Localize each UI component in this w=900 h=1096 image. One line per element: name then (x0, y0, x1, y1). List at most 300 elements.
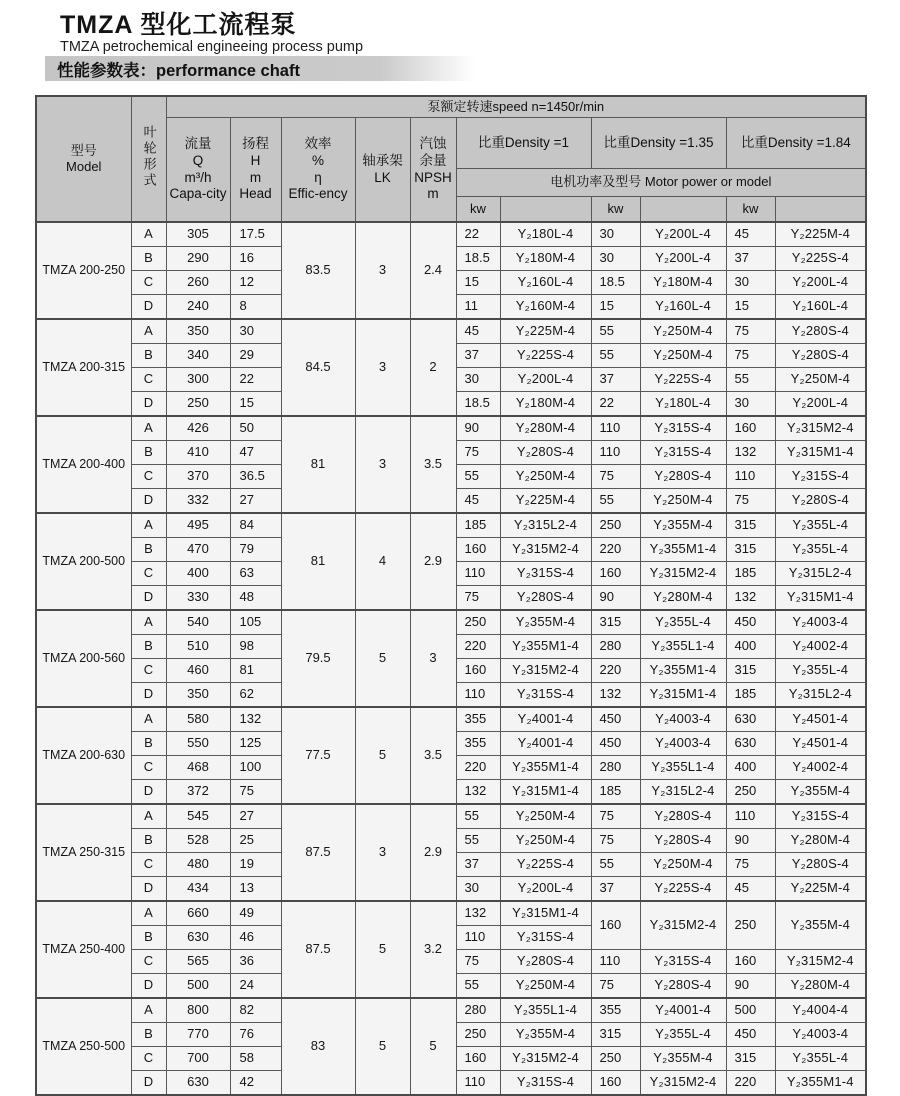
cell-kw-density-1-84: 400 (726, 756, 775, 780)
cell-bearing-lk: 3 (355, 804, 410, 901)
table-row (36, 901, 866, 926)
cell-kw-density-1-35: 160 (591, 1071, 640, 1096)
cell-motor-model-density-1-84: Y₂355L-4 (775, 538, 866, 562)
cell-capacity: 300 (166, 368, 230, 392)
cell-motor-model-density-1: Y₂180M-4 (500, 247, 591, 271)
cell-motor-model-density-1-84: Y₂4003-4 (775, 1023, 866, 1047)
cell-kw-density-1: 160 (456, 659, 500, 683)
cell-capacity: 700 (166, 1047, 230, 1071)
cell-impeller-form: C (131, 659, 166, 683)
cell-motor-model-density-1-35: Y₂280S-4 (640, 829, 726, 853)
cell-efficiency: 87.5 (281, 901, 355, 998)
cell-motor-model-density-1: Y₂315S-4 (500, 1071, 591, 1096)
cell-motor-model-density-1: Y₂4001-4 (500, 707, 591, 732)
npsh-header-symbol: NPSH (414, 169, 452, 185)
cell-kw-density-1: 18.5 (456, 247, 500, 271)
cell-motor-model-density-1-35: Y₂355M1-4 (640, 659, 726, 683)
cell-kw-density-1-84: 90 (726, 974, 775, 999)
cell-motor-model-density-1: Y₂250M-4 (500, 974, 591, 999)
cell-efficiency: 79.5 (281, 610, 355, 707)
cell-motor-model-density-1: Y₂315M1-4 (500, 901, 591, 926)
cell-motor-model-density-1: Y₂315M1-4 (500, 780, 591, 805)
cell-bearing-lk: 3 (355, 319, 410, 416)
cell-capacity: 426 (166, 416, 230, 441)
model-header-cn: 型号 (70, 142, 97, 158)
cell-motor-model-density-1-84: Y₂315M2-4 (775, 950, 866, 974)
cell-kw-density-1: 55 (456, 829, 500, 853)
cell-motor-model-density-1-35: Y₂160L-4 (640, 295, 726, 320)
rated-speed-header: 泵额定转速speed n=1450r/min (166, 96, 866, 118)
cell-head: 30 (230, 319, 281, 344)
cell-kw-density-1: 160 (456, 1047, 500, 1071)
cell-motor-model-density-1-35: Y₂280S-4 (640, 465, 726, 489)
cell-motor-model-density-1: Y₂225M-4 (500, 489, 591, 514)
cell-kw-density-1-84: 160 (726, 950, 775, 974)
cell-capacity: 800 (166, 998, 230, 1023)
cell-capacity: 400 (166, 562, 230, 586)
density-1-header: 比重Density =1 (456, 118, 591, 169)
cell-capacity: 434 (166, 877, 230, 902)
cell-bearing-lk: 5 (355, 998, 410, 1095)
cell-impeller-form: B (131, 1023, 166, 1047)
cell-capacity: 330 (166, 586, 230, 611)
cell-capacity: 260 (166, 271, 230, 295)
cell-impeller-form: C (131, 950, 166, 974)
cell-motor-model-density-1: Y₂225S-4 (500, 344, 591, 368)
cell-kw-density-1-84: 450 (726, 610, 775, 635)
cell-pump-model: TMZA 250-500 (36, 998, 131, 1095)
cell-head: 42 (230, 1071, 281, 1096)
efficiency-column-header (281, 118, 355, 223)
table-header (36, 96, 866, 222)
cell-motor-model-density-1-84: Y₂355L-4 (775, 1047, 866, 1071)
cell-motor-model-density-1-35: Y₂315L2-4 (640, 780, 726, 805)
cell-bearing-lk: 3 (355, 416, 410, 513)
cell-kw-density-1-35: 280 (591, 756, 640, 780)
table-row (36, 707, 866, 732)
cell-impeller-form: C (131, 271, 166, 295)
kw-header-density-1-84: kw (726, 197, 775, 223)
cell-kw-density-1-35: 15 (591, 295, 640, 320)
efficiency-header-percent: % (311, 152, 324, 168)
cell-motor-model-density-1-84: Y₂4002-4 (775, 756, 866, 780)
cell-kw-density-1-84: 450 (726, 1023, 775, 1047)
cell-efficiency: 83 (281, 998, 355, 1095)
cell-impeller-form: C (131, 368, 166, 392)
cell-capacity: 770 (166, 1023, 230, 1047)
cell-kw-density-1-35: 220 (591, 538, 640, 562)
cell-efficiency: 81 (281, 416, 355, 513)
cell-motor-model-density-1-84: Y₂200L-4 (775, 392, 866, 417)
cell-kw-density-1-35: 30 (591, 247, 640, 271)
cell-head: 27 (230, 489, 281, 514)
cell-motor-model-density-1: Y₂355L1-4 (500, 998, 591, 1023)
cell-capacity: 350 (166, 683, 230, 708)
cell-head: 125 (230, 732, 281, 756)
cell-impeller-form: A (131, 416, 166, 441)
cell-motor-model-density-1-35: Y₂4003-4 (640, 732, 726, 756)
cell-pump-model: TMZA 200-500 (36, 513, 131, 610)
model-column-header (36, 96, 131, 222)
head-header-unit: m (249, 169, 262, 185)
cell-capacity: 480 (166, 853, 230, 877)
cell-motor-model-density-1-84: Y₂355M-4 (775, 901, 866, 950)
cell-kw-density-1: 250 (456, 1023, 500, 1047)
cell-head: 22 (230, 368, 281, 392)
cell-head: 19 (230, 853, 281, 877)
cell-motor-model-density-1-35: Y₂355L1-4 (640, 756, 726, 780)
cell-bearing-lk: 4 (355, 513, 410, 610)
page-subtitle: TMZA petrochemical engineeing process pump (60, 39, 364, 55)
cell-motor-model-density-1-84: Y₂315L2-4 (775, 683, 866, 708)
cell-kw-density-1-35: 450 (591, 707, 640, 732)
cell-npsh: 3.5 (410, 707, 456, 804)
cell-motor-model-density-1-35: Y₂250M-4 (640, 319, 726, 344)
cell-npsh: 2.4 (410, 222, 456, 319)
cell-kw-density-1-84: 630 (726, 732, 775, 756)
cell-kw-density-1-84: 15 (726, 295, 775, 320)
cell-head: 16 (230, 247, 281, 271)
cell-bearing-lk: 5 (355, 707, 410, 804)
cell-motor-model-density-1-35: Y₂315M1-4 (640, 683, 726, 708)
cell-head: 48 (230, 586, 281, 611)
cell-head: 76 (230, 1023, 281, 1047)
cell-kw-density-1: 45 (456, 489, 500, 514)
cell-motor-model-density-1-84: Y₂160L-4 (775, 295, 866, 320)
cell-kw-density-1-84: 250 (726, 780, 775, 805)
cell-pump-model: TMZA 250-315 (36, 804, 131, 901)
cell-motor-model-density-1-84: Y₂280M-4 (775, 974, 866, 999)
cell-head: 12 (230, 271, 281, 295)
cell-motor-model-density-1-84: Y₂315M1-4 (775, 441, 866, 465)
cell-kw-density-1: 110 (456, 1071, 500, 1096)
cell-motor-model-density-1: Y₂355M1-4 (500, 635, 591, 659)
cell-head: 17.5 (230, 222, 281, 247)
cell-kw-density-1-84: 160 (726, 416, 775, 441)
cell-head: 49 (230, 901, 281, 926)
cell-head: 24 (230, 974, 281, 999)
cell-head: 81 (230, 659, 281, 683)
cell-kw-density-1-35: 250 (591, 1047, 640, 1071)
cell-motor-model-density-1-35: Y₂280S-4 (640, 804, 726, 829)
cell-kw-density-1: 18.5 (456, 392, 500, 417)
cell-kw-density-1-35: 220 (591, 659, 640, 683)
cell-efficiency: 87.5 (281, 804, 355, 901)
cell-motor-model-density-1: Y₂225S-4 (500, 853, 591, 877)
capacity-header-symbol: Q (192, 152, 204, 168)
cell-kw-density-1-84: 75 (726, 489, 775, 514)
cell-impeller-form: B (131, 926, 166, 950)
cell-motor-model-density-1: Y₂315M2-4 (500, 538, 591, 562)
cell-impeller-form: B (131, 829, 166, 853)
cell-pump-model: TMZA 200-315 (36, 319, 131, 416)
density-1-84-header: 比重Density =1.84 (726, 118, 866, 169)
cell-pump-model: TMZA 200-560 (36, 610, 131, 707)
cell-motor-model-density-1: Y₂315S-4 (500, 926, 591, 950)
cell-motor-model-density-1-84: Y₂225S-4 (775, 247, 866, 271)
cell-npsh: 2 (410, 319, 456, 416)
cell-kw-density-1-84: 500 (726, 998, 775, 1023)
page-title: TMZA 型化工流程泵 (60, 11, 297, 39)
table-row (36, 998, 866, 1023)
cell-head: 75 (230, 780, 281, 805)
cell-motor-model-density-1-84: Y₂315S-4 (775, 465, 866, 489)
cell-npsh: 5 (410, 998, 456, 1095)
capacity-header-en: Capa-city (169, 186, 227, 202)
cell-impeller-form: D (131, 1071, 166, 1096)
efficiency-header-cn: 效率 (304, 135, 332, 151)
efficiency-header-en: Effic-ency (288, 186, 348, 202)
cell-kw-density-1-84: 55 (726, 368, 775, 392)
cell-impeller-form: D (131, 586, 166, 611)
cell-kw-density-1-84: 45 (726, 877, 775, 902)
cell-capacity: 250 (166, 392, 230, 417)
cell-capacity: 410 (166, 441, 230, 465)
cell-motor-model-density-1-84: Y₂355L-4 (775, 513, 866, 538)
cell-bearing-lk: 5 (355, 901, 410, 998)
cell-efficiency: 81 (281, 513, 355, 610)
cell-motor-model-density-1-35: Y₂200L-4 (640, 222, 726, 247)
cell-kw-density-1-35: 160 (591, 901, 640, 950)
npsh-header-cn2: 余量 (419, 152, 447, 168)
cell-motor-model-density-1-84: Y₂4002-4 (775, 635, 866, 659)
cell-kw-density-1: 160 (456, 538, 500, 562)
kw-header-density-1: kw (456, 197, 500, 223)
cell-motor-model-density-1-84: Y₂4501-4 (775, 732, 866, 756)
cell-head: 27 (230, 804, 281, 829)
cell-capacity: 540 (166, 610, 230, 635)
cell-kw-density-1: 55 (456, 974, 500, 999)
cell-bearing-lk: 3 (355, 222, 410, 319)
head-header-en: Head (239, 186, 272, 202)
cell-head: 132 (230, 707, 281, 732)
cell-motor-model-density-1: Y₂200L-4 (500, 368, 591, 392)
cell-motor-model-density-1-84: Y₂225M-4 (775, 877, 866, 902)
cell-capacity: 290 (166, 247, 230, 271)
cell-kw-density-1-84: 220 (726, 1071, 775, 1096)
cell-motor-model-density-1: Y₂4001-4 (500, 732, 591, 756)
cell-capacity: 332 (166, 489, 230, 514)
cell-kw-density-1-35: 132 (591, 683, 640, 708)
cell-kw-density-1: 30 (456, 368, 500, 392)
cell-motor-model-density-1: Y₂160L-4 (500, 271, 591, 295)
cell-motor-model-density-1: Y₂160M-4 (500, 295, 591, 320)
table-row (36, 319, 866, 344)
motor-model-header-blank-1 (500, 197, 591, 223)
cell-motor-model-density-1-35: Y₂355M-4 (640, 513, 726, 538)
cell-impeller-form: D (131, 295, 166, 320)
cell-efficiency: 84.5 (281, 319, 355, 416)
cell-kw-density-1: 55 (456, 465, 500, 489)
cell-head: 98 (230, 635, 281, 659)
cell-capacity: 340 (166, 344, 230, 368)
cell-kw-density-1: 110 (456, 562, 500, 586)
cell-motor-model-density-1: Y₂280S-4 (500, 441, 591, 465)
cell-impeller-form: D (131, 392, 166, 417)
table-row (36, 513, 866, 538)
cell-kw-density-1: 355 (456, 732, 500, 756)
cell-kw-density-1: 37 (456, 344, 500, 368)
cell-kw-density-1-84: 185 (726, 562, 775, 586)
cell-head: 25 (230, 829, 281, 853)
cell-efficiency: 83.5 (281, 222, 355, 319)
cell-motor-model-density-1-35: Y₂355L1-4 (640, 635, 726, 659)
cell-head: 100 (230, 756, 281, 780)
cell-motor-model-density-1-35: Y₂225S-4 (640, 877, 726, 902)
cell-motor-model-density-1-84: Y₂315S-4 (775, 804, 866, 829)
cell-motor-model-density-1-35: Y₂355L-4 (640, 610, 726, 635)
cell-head: 50 (230, 416, 281, 441)
cell-head: 62 (230, 683, 281, 708)
cell-impeller-form: B (131, 247, 166, 271)
cell-impeller-form: A (131, 804, 166, 829)
cell-kw-density-1: 11 (456, 295, 500, 320)
cell-motor-model-density-1-35: Y₂200L-4 (640, 247, 726, 271)
impeller-header-text: 叶轮形式 (141, 124, 157, 189)
cell-kw-density-1-35: 355 (591, 998, 640, 1023)
cell-motor-model-density-1-35: Y₂250M-4 (640, 853, 726, 877)
cell-motor-model-density-1: Y₂250M-4 (500, 465, 591, 489)
cell-kw-density-1: 280 (456, 998, 500, 1023)
cell-capacity: 550 (166, 732, 230, 756)
cell-kw-density-1-35: 75 (591, 804, 640, 829)
cell-motor-model-density-1-35: Y₂4003-4 (640, 707, 726, 732)
cell-kw-density-1-84: 45 (726, 222, 775, 247)
cell-kw-density-1-35: 450 (591, 732, 640, 756)
cell-kw-density-1: 220 (456, 635, 500, 659)
cell-impeller-form: B (131, 732, 166, 756)
cell-capacity: 350 (166, 319, 230, 344)
cell-kw-density-1: 22 (456, 222, 500, 247)
cell-motor-model-density-1-35: Y₂355M1-4 (640, 538, 726, 562)
cell-motor-model-density-1-35: Y₂315S-4 (640, 416, 726, 441)
cell-kw-density-1-35: 280 (591, 635, 640, 659)
cell-bearing-lk: 5 (355, 610, 410, 707)
cell-head: 58 (230, 1047, 281, 1071)
cell-kw-density-1: 37 (456, 853, 500, 877)
cell-motor-model-density-1: Y₂355M-4 (500, 610, 591, 635)
cell-kw-density-1: 132 (456, 780, 500, 805)
cell-motor-model-density-1: Y₂250M-4 (500, 829, 591, 853)
cell-kw-density-1-84: 132 (726, 586, 775, 611)
table-row (36, 804, 866, 829)
cell-capacity: 305 (166, 222, 230, 247)
cell-impeller-form: C (131, 756, 166, 780)
cell-kw-density-1-35: 55 (591, 489, 640, 514)
model-header-en: Model (66, 159, 102, 174)
cell-motor-model-density-1-84: Y₂280S-4 (775, 489, 866, 514)
cell-motor-model-density-1-35: Y₂280M-4 (640, 586, 726, 611)
cell-motor-model-density-1: Y₂315S-4 (500, 683, 591, 708)
cell-impeller-form: C (131, 853, 166, 877)
table-row (36, 610, 866, 635)
head-column-header (230, 118, 281, 223)
cell-impeller-form: B (131, 635, 166, 659)
cell-motor-model-density-1: Y₂250M-4 (500, 804, 591, 829)
bearing-header-cn: 轴承架 (362, 152, 403, 168)
cell-kw-density-1-35: 250 (591, 513, 640, 538)
cell-motor-model-density-1-84: Y₂280S-4 (775, 319, 866, 344)
cell-kw-density-1-84: 90 (726, 829, 775, 853)
performance-table (35, 95, 867, 1096)
cell-impeller-form: C (131, 1047, 166, 1071)
cell-kw-density-1: 45 (456, 319, 500, 344)
cell-kw-density-1-35: 75 (591, 829, 640, 853)
impeller-form-column-header (131, 96, 166, 222)
cell-kw-density-1: 75 (456, 950, 500, 974)
cell-head: 47 (230, 441, 281, 465)
cell-capacity: 470 (166, 538, 230, 562)
cell-kw-density-1: 75 (456, 441, 500, 465)
cell-kw-density-1-84: 30 (726, 271, 775, 295)
cell-motor-model-density-1-84: Y₂355M1-4 (775, 1071, 866, 1096)
bearing-column-header (355, 118, 410, 223)
cell-motor-model-density-1-35: Y₂355L-4 (640, 1023, 726, 1047)
cell-npsh: 2.9 (410, 513, 456, 610)
cell-capacity: 510 (166, 635, 230, 659)
npsh-column-header (410, 118, 456, 223)
cell-kw-density-1: 110 (456, 683, 500, 708)
cell-kw-density-1-84: 250 (726, 901, 775, 950)
cell-kw-density-1-84: 110 (726, 804, 775, 829)
cell-head: 84 (230, 513, 281, 538)
cell-motor-model-density-1: Y₂180L-4 (500, 222, 591, 247)
cell-kw-density-1: 250 (456, 610, 500, 635)
cell-kw-density-1: 355 (456, 707, 500, 732)
cell-kw-density-1-35: 110 (591, 441, 640, 465)
cell-impeller-form: D (131, 489, 166, 514)
capacity-header-cn: 流量 (184, 135, 212, 151)
cell-motor-model-density-1: Y₂315S-4 (500, 562, 591, 586)
cell-motor-model-density-1: Y₂200L-4 (500, 877, 591, 902)
cell-kw-density-1-84: 185 (726, 683, 775, 708)
cell-kw-density-1-35: 37 (591, 368, 640, 392)
cell-capacity: 565 (166, 950, 230, 974)
cell-motor-model-density-1-84: Y₂280S-4 (775, 344, 866, 368)
efficiency-header-eta: η (314, 169, 322, 185)
cell-impeller-form: A (131, 222, 166, 247)
density-1-35-header: 比重Density =1.35 (591, 118, 726, 169)
cell-impeller-form: D (131, 683, 166, 708)
cell-capacity: 630 (166, 926, 230, 950)
cell-pump-model: TMZA 200-400 (36, 416, 131, 513)
cell-motor-model-density-1: Y₂180M-4 (500, 392, 591, 417)
cell-head: 36.5 (230, 465, 281, 489)
cell-capacity: 500 (166, 974, 230, 999)
cell-motor-model-density-1-84: Y₂280M-4 (775, 829, 866, 853)
cell-capacity: 660 (166, 901, 230, 926)
cell-motor-model-density-1-84: Y₂4004-4 (775, 998, 866, 1023)
motor-power-header: 电机功率及型号 Motor power or model (456, 169, 866, 197)
cell-pump-model: TMZA 200-250 (36, 222, 131, 319)
cell-kw-density-1-84: 315 (726, 538, 775, 562)
cell-motor-model-density-1: Y₂280S-4 (500, 586, 591, 611)
table-row (36, 416, 866, 441)
cell-motor-model-density-1-84: Y₂315M1-4 (775, 586, 866, 611)
cell-head: 36 (230, 950, 281, 974)
cell-kw-density-1-35: 18.5 (591, 271, 640, 295)
cell-motor-model-density-1-35: Y₂315M2-4 (640, 562, 726, 586)
cell-motor-model-density-1: Y₂355M-4 (500, 1023, 591, 1047)
cell-kw-density-1: 132 (456, 901, 500, 926)
cell-motor-model-density-1-35: Y₂315M2-4 (640, 1071, 726, 1096)
cell-npsh: 2.9 (410, 804, 456, 901)
cell-kw-density-1-84: 630 (726, 707, 775, 732)
cell-motor-model-density-1: Y₂280S-4 (500, 950, 591, 974)
cell-capacity: 580 (166, 707, 230, 732)
cell-kw-density-1: 75 (456, 586, 500, 611)
cell-impeller-form: A (131, 513, 166, 538)
